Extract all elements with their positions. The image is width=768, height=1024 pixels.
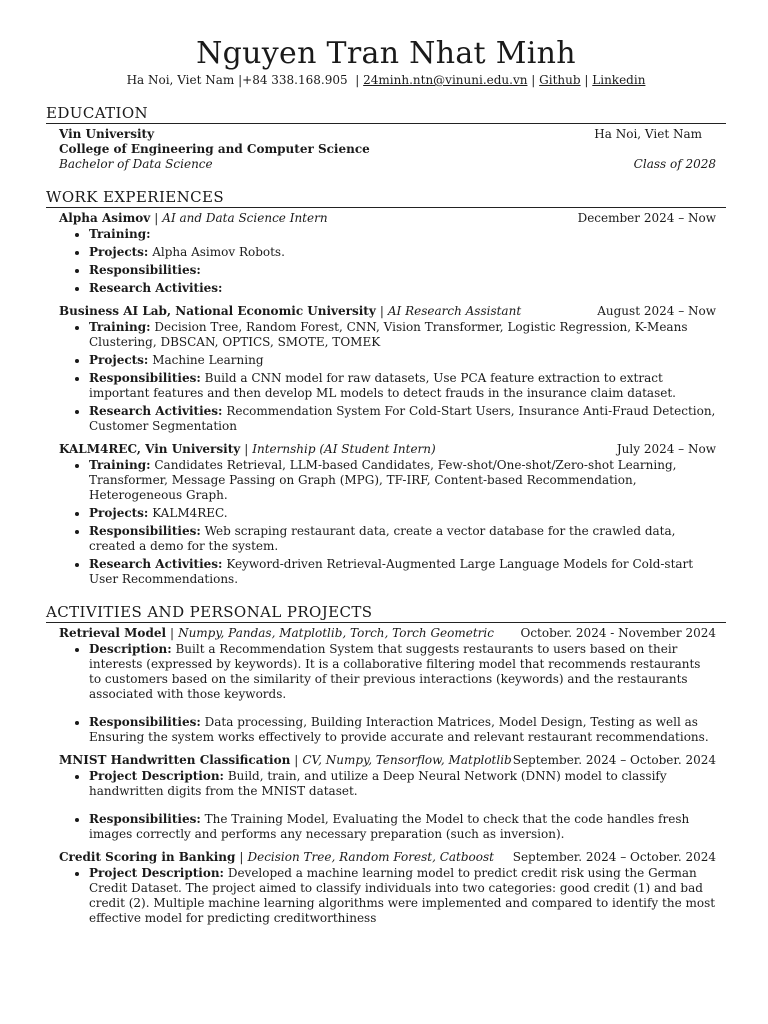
email-link[interactable]: 24minh.ntn@vinuni.edu.vn (363, 73, 528, 87)
job-entry: Alpha Asimov | AI and Data Science Intern December 2024 – Now • Training: • Projects: Alpha Asimov Robots. • Responsibilities: • Research Activities: (59, 211, 716, 296)
bullet-item: • Project Description: Build, train, and utilize a Deep Neural Network (DNN) model to classify handwritten digits from the MNIST dataset. (89, 769, 716, 799)
work-list (46, 211, 726, 587)
project-bullets (59, 769, 716, 842)
bullet-item: • Responsibilities: Build a CNN model for raw datasets, Use PCA feature extraction to extract important features and then develop ML models to detect frauds in the insurance claim dataset. (89, 371, 716, 401)
linkedin-link[interactable]: Linkedin (592, 73, 646, 87)
work-heading: WORK EXPERIENCES (46, 188, 726, 208)
resume-page (46, 36, 726, 929)
job-date: August 2024 – Now (597, 304, 716, 318)
bullet-item: • Responsibilities: Web scraping restaurant data, create a vector database for the crawled data, created a demo for the system. (89, 524, 716, 554)
project-entry: Credit Scoring in Banking | Decision Tree, Random Forest, Catboost September. 2024 – October. 2024 • Project Description: Developed a machine learning model to predict credit risk using the German Credit Dataset. The project aimed to classify individuals into two categories: good credit (1) and bad credit (2). Multiple machine learning algorithms were implemented and compared to identify the most effective model for predicting creditworthiness (59, 850, 716, 926)
job-entry: Business AI Lab, National Economic University | AI Research Assistant August 2024 – Now • Training: Decision Tree, Random Forest, CNN, Vision Transformer, Logistic Regression, K-Means Clustering, DBSCAN, OPTICS, SMOTE, TOMEK • Projects: Machine Learning • Responsibilities: Build a CNN model for raw datasets, Use PCA feature extraction to extract important features and then develop ML models to detect frauds in the insurance claim dataset. • Research Activities: Recommendation System For Cold-Start Users, Insurance Anti-Fraud Detection, Customer Segmentation (59, 304, 716, 434)
bullet-item: • Responsibilities: The Training Model, Evaluating the Model to check that the code handles fresh images correctly and performs any necessary preparation (such as inversion). (89, 812, 716, 842)
job-bullets (59, 227, 716, 296)
projects-heading: ACTIVITIES AND PERSONAL PROJECTS (46, 603, 726, 623)
person-name: Nguyen Tran Nhat Minh (196, 36, 576, 71)
education-entry (46, 127, 726, 172)
job-date: December 2024 – Now (577, 211, 716, 225)
projects-list (46, 626, 726, 926)
job-date: July 2024 – Now (616, 442, 716, 456)
bullet-item: • Responsibilities: Data processing, Building Interaction Matrices, Model Design, Testing as well as Ensuring the system works effectively to provide accurate and relevant restaurant recommendations. (89, 715, 716, 745)
job-role: AI and Data Science Intern (162, 211, 328, 225)
project-date: September. 2024 – October. 2024 (512, 753, 716, 767)
job-org: KALM4REC, Vin University (59, 442, 241, 456)
school-location: Ha Noi, Viet Nam (594, 127, 702, 141)
contact-line: Ha Noi, Viet Nam |+84 338.168.905 | 24minh.ntn@vinuni.edu.vn | Github | Linkedin (126, 73, 646, 87)
project-tech: Numpy, Pandas, Matplotlib, Torch, Torch Geometric (178, 626, 494, 640)
project-tech: CV, Numpy, Tensorflow, Matplotlib (302, 753, 512, 767)
bullet-item: • Training: Candidates Retrieval, LLM-based Candidates, Few-shot/One-shot/Zero-shot Learning, Transformer, Message Passing on Graph (MPG), TF-IRF, Content-based Recommendation, Heterogeneous Graph. (89, 458, 716, 503)
education-heading: EDUCATION (46, 104, 726, 124)
project-entry: MNIST Handwritten Classification | CV, Numpy, Tensorflow, Matplotlib September. 2024 – October. 2024 • Project Description: Build, train, and utilize a Deep Neural Network (DNN) model to classify handwritten digits from the MNIST dataset. • Responsibilities: The Training Model, Evaluating the Model to check that the code handles fresh images correctly and performs any necessary preparation (such as inversion). (59, 753, 716, 842)
bullet-item: • Research Activities: (89, 281, 716, 296)
project-name: MNIST Handwritten Classification (59, 753, 291, 767)
degree-name: Bachelor of Data Science (59, 157, 213, 171)
bullet-item: • Training: (89, 227, 716, 242)
bullet-item: • Training: Decision Tree, Random Forest, CNN, Vision Transformer, Logistic Regression, K-Means Clustering, DBSCAN, OPTICS, SMOTE, TOMEK (89, 320, 716, 350)
bullet-item: • Projects: Alpha Asimov Robots. (89, 245, 716, 260)
project-entry: Retrieval Model | Numpy, Pandas, Matplotlib, Torch, Torch Geometric October. 2024 - November 2024 • Description: Built a Recommendation System that suggests restaurants to users based on their interests (expressed by keywords). It is a collaborative filtering model that recommends restaurants to customers based on the similarity of their previous interactions (keywords) and the restaurants associated with those keywords. • Responsibilities: Data processing, Building Interaction Matrices, Model Design, Testing as well as Ensuring the system works effectively to provide accurate and relevant restaurant recommendations. (59, 626, 716, 745)
project-name: Retrieval Model (59, 626, 167, 640)
class-year: Class of 2028 (633, 157, 716, 171)
bullet-item: • Research Activities: Keyword-driven Retrieval-Augmented Large Language Models for Cold-start User Recommendations. (89, 557, 716, 587)
github-link[interactable]: Github (539, 73, 581, 87)
location-text: Ha Noi, Viet Nam (126, 73, 235, 87)
bullet-item: • Project Description: Developed a machine learning model to predict credit risk using the German Credit Dataset. The project aimed to classify individuals into two categories: good credit (1) and bad credit (2). Multiple machine learning algorithms were implemented and compared to identify the most effective model for predicting creditworthiness (89, 866, 716, 926)
project-date: October. 2024 - November 2024 (520, 626, 716, 640)
project-bullets (59, 866, 716, 926)
project-tech: Decision Tree, Random Forest, Catboost (247, 850, 494, 864)
bullet-item: • Research Activities: Recommendation System For Cold-Start Users, Insurance Anti-Fraud Detection, Customer Segmentation (89, 404, 716, 434)
phone-text: +84 338.168.905 (242, 73, 348, 87)
bullet-item: • Description: Built a Recommendation System that suggests restaurants to users based on their interests (expressed by keywords). It is a collaborative filtering model that recommends restaurants to customers based on the similarity of their previous interactions (keywords) and the restaurants associated with those keywords. (89, 642, 716, 702)
bullet-item: • Projects: KALM4REC. (89, 506, 716, 521)
project-bullets (59, 642, 716, 745)
job-entry: KALM4REC, Vin University | Internship (AI Student Intern) July 2024 – Now • Training: Candidates Retrieval, LLM-based Candidates, Few-shot/One-shot/Zero-shot Learning, Transformer, Message Passing on Graph (MPG), TF-IRF, Content-based Recommendation, Heterogeneous Graph. • Projects: KALM4REC. • Responsibilities: Web scraping restaurant data, create a vector database for the crawled data, created a demo for the system. • Research Activities: Keyword-driven Retrieval-Augmented Large Language Models for Cold-start User Recommendations. (59, 442, 716, 587)
school-name: Vin University (59, 127, 155, 141)
job-role: Internship (AI Student Intern) (252, 442, 436, 456)
college-name: College of Engineering and Computer Science (59, 142, 370, 156)
job-role: AI Research Assistant (387, 304, 522, 318)
project-date: September. 2024 – October. 2024 (512, 850, 716, 864)
job-org: Alpha Asimov (59, 211, 151, 225)
job-org: Business AI Lab, National Economic University (59, 304, 376, 318)
job-bullets (59, 320, 716, 434)
bullet-item: • Responsibilities: (89, 263, 716, 278)
project-name: Credit Scoring in Banking (59, 850, 236, 864)
bullet-item: • Projects: Machine Learning (89, 353, 716, 368)
job-bullets (59, 458, 716, 587)
